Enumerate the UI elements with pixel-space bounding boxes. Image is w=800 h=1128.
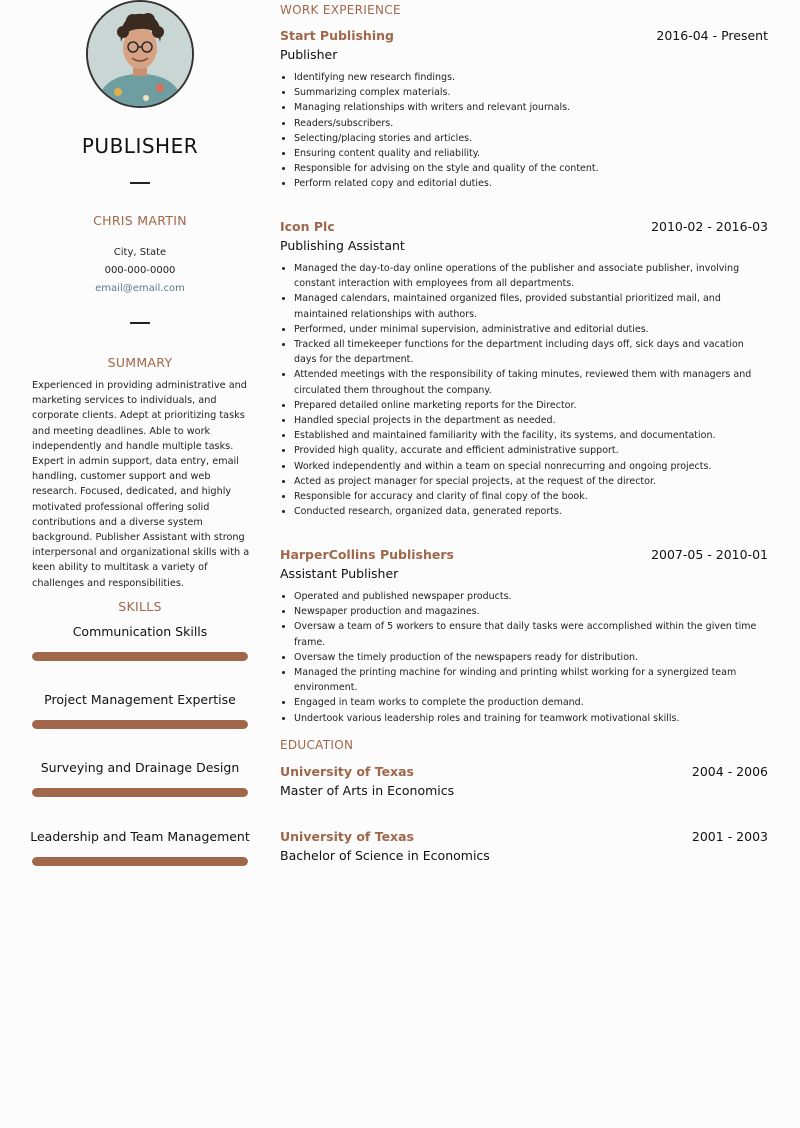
job-dates: 2010-02 - 2016-03 bbox=[651, 219, 768, 234]
summary-heading: SUMMARY bbox=[107, 355, 173, 370]
duty-item: • Operated and published newspaper products. bbox=[294, 589, 768, 604]
email-link[interactable]: email@email.com bbox=[95, 283, 185, 294]
skill-level-bar bbox=[32, 720, 248, 729]
duty-item: • Perform related copy and editorial duties. bbox=[294, 176, 768, 191]
summary-text: Experienced in providing administrative and marketing services to individuals, and corporate clients. Adept at prioritizing tasks and meeting deadlines. Able to work independently and handle multiple tasks. Expert in admin support, data entry, email handling, customer support and web research. Focused, dedicated, and highly motivated professional offering solid contributions and a diverse system background. Publisher Assistant with strong interpersonal and organizational skills with a keen ability to multitask a variety of challenges and responsibilities. bbox=[32, 380, 250, 589]
job-role: Publisher bbox=[280, 47, 338, 62]
divider bbox=[130, 182, 150, 184]
skill-level-fill bbox=[32, 652, 248, 661]
profile-photo bbox=[86, 0, 194, 108]
job-role: Publishing Assistant bbox=[280, 238, 405, 253]
skill-name: Project Management Expertise bbox=[44, 692, 236, 707]
duty-item: • Prepared detailed online marketing reports for the Director. bbox=[294, 398, 768, 413]
duty-item: • Worked independently and within a team on special nonrecurring and ongoing projects. bbox=[294, 459, 768, 474]
education-dates: 2001 - 2003 bbox=[691, 829, 768, 844]
duty-item: • Tracked all timekeeper functions for the department including days off, sick days and vacation days for the department. bbox=[294, 337, 768, 367]
skill-level-fill bbox=[32, 720, 248, 729]
sidebar bbox=[0, 0, 280, 1128]
duty-item: • Newspaper production and magazines. bbox=[294, 604, 768, 619]
job-role: Assistant Publisher bbox=[280, 566, 399, 581]
company-name: Icon Plc bbox=[280, 219, 335, 234]
divider bbox=[130, 322, 150, 324]
duty-item: • Managed the printing machine for winding and printing whilst working for a synergized team environment. bbox=[294, 665, 768, 695]
skills-heading: SKILLS bbox=[118, 599, 162, 614]
duty-item: • Conducted research, organized data, generated reports. bbox=[294, 504, 768, 519]
duty-item: • Oversaw a team of 5 workers to ensure that daily tasks were accomplished within the given time frame. bbox=[294, 619, 768, 649]
skill-name: Surveying and Drainage Design bbox=[40, 760, 240, 775]
job-title: PUBLISHER bbox=[81, 134, 199, 158]
skill-level-fill bbox=[32, 857, 248, 866]
duty-item: • Oversaw the timely production of the newspapers ready for distribution. bbox=[294, 650, 768, 665]
degree-name: Bachelor of Science in Economics bbox=[280, 848, 490, 863]
phone-text: 000-000-0000 bbox=[104, 265, 176, 276]
skill-level-bar bbox=[32, 788, 248, 797]
duty-item: • Undertook various leadership roles and training for teamwork motivational skills. bbox=[294, 711, 768, 726]
location-text: City, State bbox=[113, 247, 167, 258]
education-heading: EDUCATION bbox=[280, 738, 354, 752]
duty-item: • Ensuring content quality and reliability. bbox=[294, 146, 768, 161]
work-experience-heading: WORK EXPERIENCE bbox=[280, 3, 401, 17]
skill-level-fill bbox=[32, 788, 248, 797]
skill-name: Communication Skills bbox=[72, 624, 208, 639]
duty-item: • Managed the day-to-day online operations of the publisher and associate publisher, involving constant interaction with employees from all departments. bbox=[294, 261, 768, 291]
job-duties bbox=[280, 589, 768, 726]
duty-item: • Attended meetings with the responsibility of taking minutes, reviewed them with managers and circulated them throughout the company. bbox=[294, 367, 768, 397]
duty-item: • Summarizing complex materials. bbox=[294, 85, 768, 100]
company-name: HarperCollins Publishers bbox=[280, 547, 454, 562]
candidate-name: CHRIS MARTIN bbox=[93, 213, 187, 228]
duty-item: • Handled special projects in the department as needed. bbox=[294, 413, 768, 428]
duty-item: • Managed calendars, maintained organized files, provided substantial prioritized mail, and maintained relationships with authors. bbox=[294, 291, 768, 321]
school-name: University of Texas bbox=[280, 829, 414, 844]
job-dates: 2007-05 - 2010-01 bbox=[651, 547, 768, 562]
duty-item: • Acted as project manager for special projects, at the request of the director. bbox=[294, 474, 768, 489]
profile-photo-image bbox=[88, 2, 192, 106]
skill-name: Leadership and Team Management bbox=[30, 829, 250, 844]
skill-level-bar bbox=[32, 857, 248, 866]
duty-item: • Established and maintained familiarity with the facility, its systems, and documentation. bbox=[294, 428, 768, 443]
duty-item: • Responsible for advising on the style and quality of the content. bbox=[294, 161, 768, 176]
duty-item: • Engaged in team works to complete the production demand. bbox=[294, 695, 768, 710]
duty-item: • Performed, under minimal supervision, administrative and editorial duties. bbox=[294, 322, 768, 337]
job-duties bbox=[280, 261, 768, 519]
job-dates: 2016-04 - Present bbox=[656, 28, 768, 43]
degree-name: Master of Arts in Economics bbox=[280, 783, 455, 798]
duty-item: • Selecting/placing stories and articles. bbox=[294, 131, 768, 146]
skill-level-bar bbox=[32, 652, 248, 661]
duty-item: • Responsible for accuracy and clarity of final copy of the book. bbox=[294, 489, 768, 504]
duty-item: • Readers/subscribers. bbox=[294, 116, 768, 131]
company-name: Start Publishing bbox=[280, 28, 394, 43]
duty-item: • Provided high quality, accurate and efficient administrative support. bbox=[294, 443, 768, 458]
school-name: University of Texas bbox=[280, 764, 414, 779]
duty-item: • Identifying new research findings. bbox=[294, 70, 768, 85]
job-duties bbox=[280, 70, 768, 192]
duty-item: • Managing relationships with writers and relevant journals. bbox=[294, 100, 768, 115]
education-dates: 2004 - 2006 bbox=[691, 764, 768, 779]
